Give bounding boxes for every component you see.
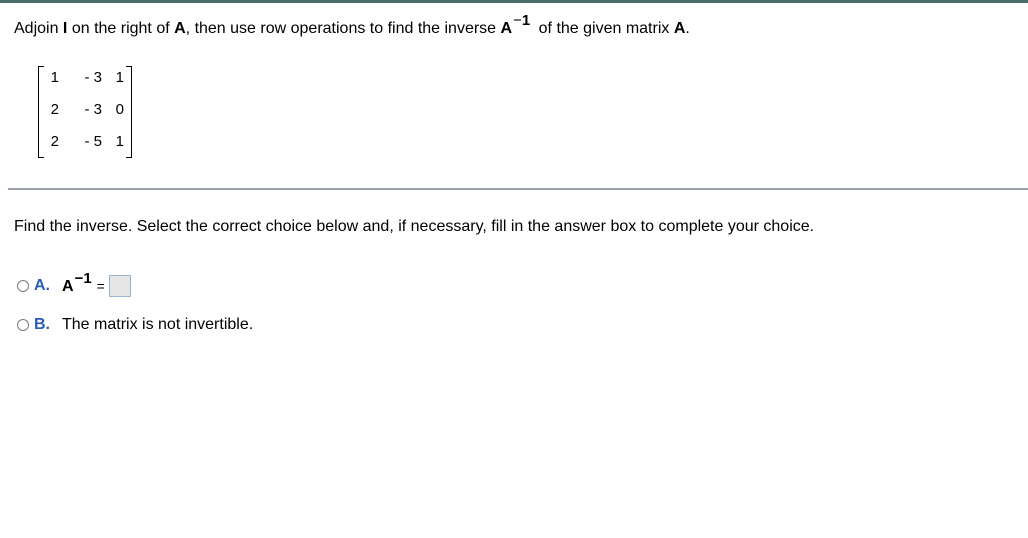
question-part3: , then use row operations to find the inverse <box>185 20 501 37</box>
matrix-symbol: A <box>174 20 186 37</box>
choice-a-radio[interactable] <box>17 280 29 292</box>
matrix-a <box>38 66 132 158</box>
matrix-cell-r2c3: 0 <box>115 101 124 118</box>
matrix-cell-r3c1: 2 <box>50 133 59 150</box>
section-divider <box>8 188 1028 190</box>
top-bar <box>0 0 1028 3</box>
matrix-cell-r2c1: 2 <box>50 101 59 118</box>
question-text <box>14 12 690 40</box>
choice-b-letter[interactable]: B. <box>34 316 50 333</box>
right-bracket <box>126 66 132 158</box>
choice-b-radio[interactable] <box>17 319 29 331</box>
answer-box[interactable] <box>109 275 131 297</box>
choice-b-text: The matrix is not invertible. <box>62 316 254 333</box>
question-part2: on the right of <box>67 20 175 37</box>
question-part1: Adjoin <box>14 20 63 37</box>
choice-a-letter[interactable]: A. <box>34 277 50 294</box>
matrix-cell-r3c3: 1 <box>115 133 124 150</box>
matrix-cell-r1c3: 1 <box>115 69 124 86</box>
inverse-superscript: −1 <box>513 12 531 29</box>
matrix-cell-r3c2: - 5 <box>84 133 102 150</box>
question-period: . <box>685 20 690 37</box>
choice-a-equals: = <box>96 278 105 294</box>
choice-a[interactable] <box>17 269 131 297</box>
matrix-cell-r1c2: - 3 <box>84 69 102 86</box>
identity-symbol: I <box>62 20 68 37</box>
matrix-cell-r1c1: 1 <box>50 69 59 86</box>
choice-a-inverse-symbol: A <box>62 278 74 295</box>
matrix-symbol-2: A <box>673 20 686 37</box>
choice-b[interactable] <box>17 316 253 334</box>
question-part4: of the given matrix <box>534 20 674 37</box>
choice-a-inverse-superscript: −1 <box>74 269 92 287</box>
instructions-text: Find the inverse. Select the correct choice below and, if necessary, fill in the answer box to complete your choice. <box>14 218 815 235</box>
matrix-cell-r2c2: - 3 <box>84 101 102 118</box>
inverse-symbol: A <box>500 20 513 37</box>
